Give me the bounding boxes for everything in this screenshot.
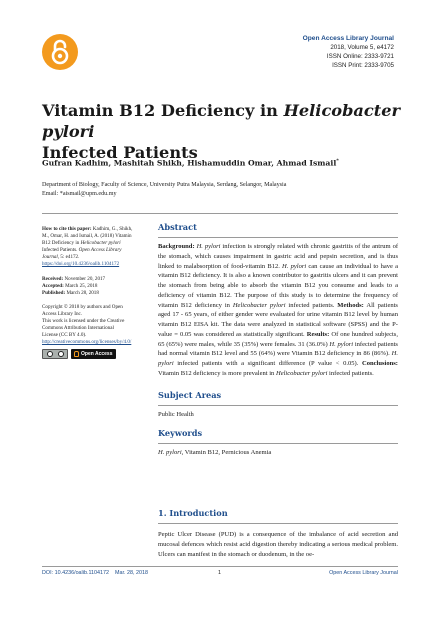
accepted-date: March 25, 2018 [65, 282, 98, 289]
footer-journal: Open Access Library Journal [329, 570, 398, 576]
title-italic: Helicobacter pylori [42, 101, 401, 141]
creative-commons-badge-icon[interactable] [42, 349, 68, 359]
published-label: Published: [42, 289, 66, 296]
introduction-text: Peptic Ulcer Disease (PUD) is a consequence of the imbalance of acid secretion and mucosal defences which resist acid digestion thereby indicating a serious medical problem. Ulcers can manifest in the stomach or duodenum, in the oe- [158, 531, 398, 558]
journal-header [303, 34, 394, 70]
open-access-lock-icon [74, 351, 79, 357]
cite-text: Open Access Library [78, 247, 122, 254]
species-name: Helicobacter pylori [275, 369, 328, 377]
species-name: H. pylori [282, 262, 307, 270]
accepted-label: Accepted: [42, 282, 64, 289]
page-number: 1 [218, 570, 221, 576]
received-date: November 20, 2017 [64, 275, 106, 282]
received-label: Received: [42, 275, 64, 282]
corresponding-marker: * [336, 158, 339, 164]
department: Department of Biology, Faculty of Science, University Putra Malaysia, Serdang, Selangor, Malaysia [42, 182, 287, 188]
keywords-heading: Keywords [158, 428, 398, 444]
conclusions-label: Conclusions: [361, 360, 398, 367]
species-name: H. pylori [196, 243, 221, 250]
keyword: H. pylori [158, 448, 182, 456]
copyright-text: Copyright © 2018 by authors and Open [42, 303, 123, 310]
footer-doi[interactable]: DOI: 10.4236/oalib.1104172 Mar. 28, 2018 [42, 570, 149, 576]
divider [42, 213, 398, 214]
keyword: , Vitamin B12, Pernicious Anemia [181, 448, 272, 456]
cite-text: Kadhim, G., Shikh, [92, 226, 133, 232]
license-text: License (CC BY 4.0). [42, 332, 87, 339]
issn-online: ISSN Online: 2333-9721 [326, 53, 394, 60]
footer-date: Mar. 28, 2018 [115, 570, 149, 576]
cite-text: B12 Deficiency in [42, 240, 81, 247]
cite-text: Helicobacter pylori [80, 240, 121, 247]
cite-text: Journal [42, 254, 58, 261]
open-access-label: Open Access [81, 350, 113, 357]
license-badges [42, 349, 150, 359]
open-access-lock-icon [49, 39, 71, 65]
author-names: Gufran Kadhim, Mashitah Shikh, Hishamuddin Omar, Ahmad Ismail [42, 158, 337, 168]
license-text: Commons Attribution International [42, 325, 114, 332]
title-part: Infected Patients [42, 143, 198, 162]
doi-link[interactable]: https://doi.org/10.4236/oalib.1104172 [42, 261, 120, 268]
subject-areas-heading: Subject Areas [158, 390, 398, 406]
issn-print: ISSN Print: 2333-9705 [332, 62, 394, 69]
keywords-list [158, 449, 398, 456]
title-part: Vitamin B12 Deficiency in [42, 101, 284, 120]
background-label: Background: [158, 243, 195, 250]
copyright-text: Access Library Inc. [42, 310, 83, 317]
license-link[interactable]: http://creativecommons.org/licenses/by/4.0/ [42, 339, 132, 346]
journal-name: Open Access Library Journal [302, 35, 394, 42]
journal-logo [42, 34, 78, 70]
results-label: Results: [306, 330, 330, 338]
affiliation [42, 181, 402, 199]
abstract-text: Background: H. pylori infection is strongly related with chronic gastritis of the antrum of the stomach, which causes impairment in gastric acid and pepsin secretion, and is thus linked to malabsorption of food-vitamin B12. H. pylori can cause an individual to have a vitamin B12 deficiency. It is also a known contributor to gastritis ulcers and it can prevent the stomach from being able to absorb the vitamin B12 you consume and leads to a deficiency of vitamin B12. The purpose of this study is to determine the frequency of vitamin B12 deficiency in Helicobacter pylori infected patients. Methods: All patients aged 17 - 65 years, of either gender were evaluated for urine vitamin B12 level by human vitamin B12 EISA kit. The data were analyzed in statistical software (SPSS) and the P-value = 0.05 was considered as statistically significant. Results: Of one hundred subjects, 65 (65%) were males, while 35 (35%) were females. 31 (36.0%) H. pylori infected patients had normal vitamin B12 level and 55 (64%) were Vitamin B12 deficiency in 86 (86%). H. pylori infected patients with a significant difference (P value < 0.05). Conclusions: Vitamin B12 deficiency is more prevalent in Helicobacter pylori infected patients. [158, 243, 399, 377]
license-text: This work is licensed under the Creative [42, 318, 125, 325]
abstract-heading: Abstract [158, 222, 398, 238]
open-access-badge [71, 349, 116, 359]
email: Email: *aismail@upm.edu.my [42, 191, 117, 197]
cite-text: , 5: e4172. [57, 254, 80, 261]
cite-heading: How to cite this paper: [42, 226, 92, 232]
species-name: Helicobacter pylori [232, 301, 286, 309]
footer-divider [42, 566, 398, 567]
species-name: H. pylori [329, 340, 354, 348]
article-info-sidebar [42, 226, 150, 359]
paper-title [42, 100, 402, 163]
author-list [42, 158, 402, 168]
species-name: H. pylori [158, 350, 398, 367]
cite-text: Infected Patients. [42, 247, 78, 254]
subject-areas-value: Public Health [158, 410, 194, 418]
volume-line: 2018, Volume 5, e4172 [330, 44, 394, 51]
page-footer [42, 570, 398, 580]
methods-label: Methods: [337, 301, 364, 309]
introduction-heading: 1. Introduction [158, 508, 398, 524]
main-column [158, 222, 398, 456]
published-date: March 28, 2018 [66, 289, 99, 296]
cite-text: M., Omar, H. and Ismail, A. (2018) Vitamin [42, 233, 132, 240]
